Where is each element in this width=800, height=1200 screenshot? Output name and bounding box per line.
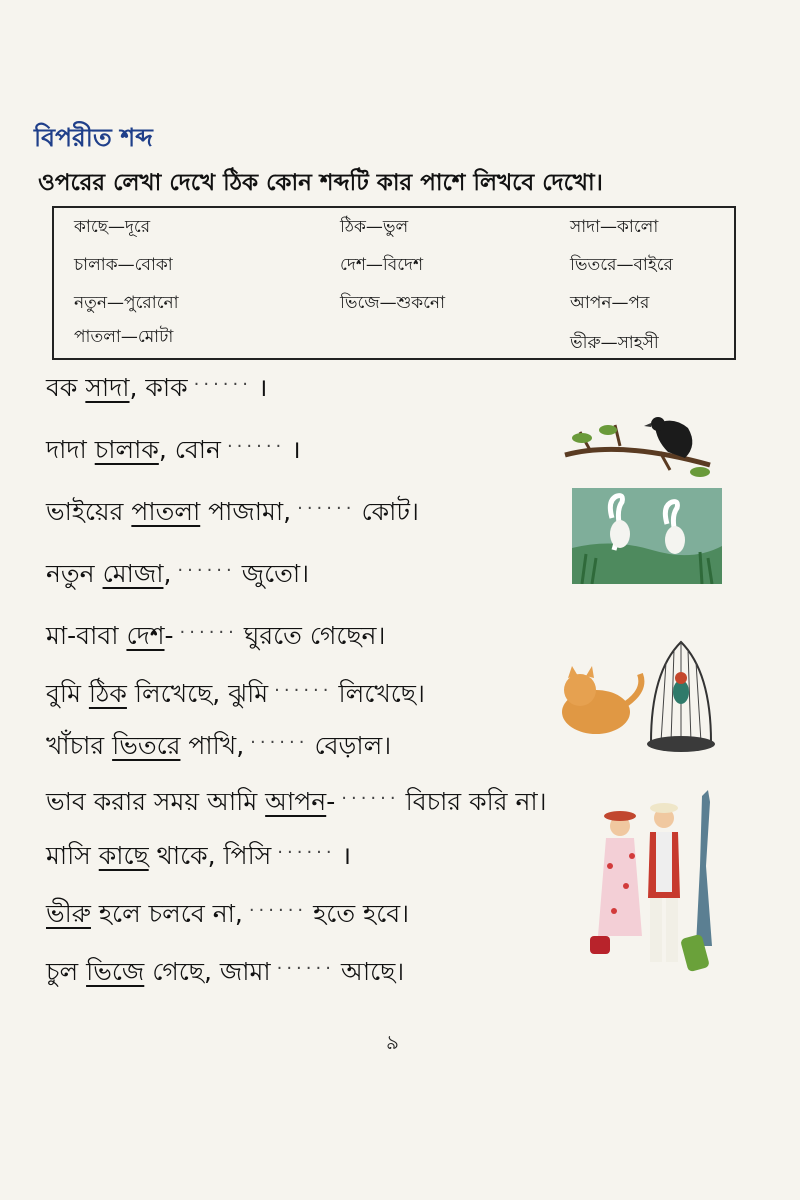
answer-blank[interactable]: ······ [277, 842, 336, 863]
sentence-text: থাকে, পিসি [148, 841, 272, 870]
couple-travelling-illustration [584, 786, 734, 982]
sentence [46, 894, 409, 937]
answer-blank[interactable]: ······ [341, 788, 400, 809]
sentence-text: । [291, 435, 301, 464]
sentence [46, 726, 391, 769]
cat-and-birdcage-illustration [556, 632, 726, 758]
answer-blank[interactable]: ······ [177, 560, 236, 581]
crow-on-branch-illustration [560, 410, 720, 490]
underlined-word: ঠিক [88, 679, 127, 708]
sentence-text: বিচার করি না। [405, 787, 547, 816]
sentence [46, 836, 351, 879]
sentence-text: । [341, 841, 352, 870]
sentence-text: ঘুরতে গেছেন। [243, 621, 386, 650]
underlined-word: ভীরু [46, 899, 91, 928]
sentence-text: , বোন [158, 435, 221, 464]
egrets-in-pond-illustration [572, 488, 722, 584]
sentence-text: বেড়াল। [314, 731, 392, 760]
word-pair: ভিজে—শুকনো [340, 293, 446, 313]
underlined-word: চালাক [94, 435, 159, 464]
sentence-text: - [164, 621, 174, 650]
sentence-text: গেছে, জামা [144, 957, 271, 986]
sentence-text: পাজামা, [200, 497, 292, 526]
answer-blank[interactable]: ······ [179, 622, 238, 643]
answer-blank[interactable]: ······ [274, 680, 333, 701]
underlined-word: সাদা [85, 373, 130, 402]
sentence-text: পাখি, [180, 731, 245, 760]
word-pair: ভিতরে—বাইরে [570, 255, 673, 275]
sentence [46, 492, 419, 535]
sentence [46, 616, 385, 659]
word-pairs-box [52, 206, 736, 360]
sentence-text: মা-বাবা [46, 621, 127, 650]
underlined-word: আপন [265, 787, 327, 816]
answer-blank[interactable]: ······ [248, 900, 308, 921]
word-pair: ঠিক—ভুল [340, 217, 409, 237]
sentence-text: চুল [46, 957, 87, 986]
sentence-text: লিখেছে। [338, 679, 425, 708]
sentence-text: মাসি [46, 841, 99, 870]
sentence [46, 782, 547, 825]
sentence-text: ভাব করার সময় আমি [46, 787, 266, 816]
word-pair: কাছে—দূরে [74, 217, 151, 237]
sentence-text: হলে চলবে না, [90, 899, 243, 928]
sentence [46, 430, 301, 473]
sentence-text: - [326, 787, 336, 816]
underlined-word: কাছে [98, 841, 149, 870]
word-pair: দেশ—বিদেশ [340, 255, 424, 275]
sentence [46, 368, 267, 411]
underlined-word: ভিতরে [112, 731, 181, 760]
underlined-word: পাতলা [131, 497, 201, 526]
sentence-text: । [257, 373, 268, 402]
word-pair: সাদা—কালো [570, 217, 659, 237]
sentence [46, 674, 425, 717]
word-pair: আপন—পর [570, 293, 650, 313]
underlined-word: দেশ [126, 621, 165, 650]
sentence-text: নতুন [46, 559, 103, 588]
sentence-text: দাদা [46, 435, 95, 464]
sentence-text: হতে হবে। [313, 899, 410, 928]
exercise-instruction: ওপরের লেখা দেখে ঠিক কোন শব্দটি কার পাশে লিখবে দেখো। [38, 170, 603, 196]
sentence-text: বক [46, 373, 86, 402]
sentence-text: , কাক [129, 373, 188, 402]
answer-blank[interactable]: ······ [193, 374, 252, 395]
answer-blank[interactable]: ······ [276, 958, 335, 979]
page-title: বিপরীত শব্দ [34, 123, 153, 152]
sentence-text: কোট। [361, 497, 419, 526]
underlined-word: মোজা [102, 559, 164, 588]
word-pair: চালাক—বোকা [74, 255, 173, 275]
sentence-text: জুতো। [241, 559, 310, 588]
answer-blank[interactable]: ······ [226, 436, 286, 457]
sentence [46, 554, 309, 597]
sentence-text: ভাইয়ের [46, 497, 132, 526]
sentence-text: লিখেছে, ঝুমি [126, 679, 269, 708]
word-pair: ভীরু—সাহসী [570, 333, 659, 353]
word-pair: পাতলা—মোটা [74, 327, 174, 347]
sentence-text: , [163, 559, 172, 588]
page-number: ৯ [386, 1030, 399, 1054]
underlined-word: ভিজে [86, 957, 145, 986]
sentence-text: খাঁচার [46, 731, 113, 760]
sentence-text: আছে। [340, 957, 405, 986]
answer-blank[interactable]: ······ [250, 732, 309, 753]
answer-blank[interactable]: ······ [297, 498, 356, 519]
sentence [46, 952, 404, 995]
word-pair: নতুন—পুরোনো [74, 293, 179, 313]
sentence-text: বুমি [46, 679, 89, 708]
